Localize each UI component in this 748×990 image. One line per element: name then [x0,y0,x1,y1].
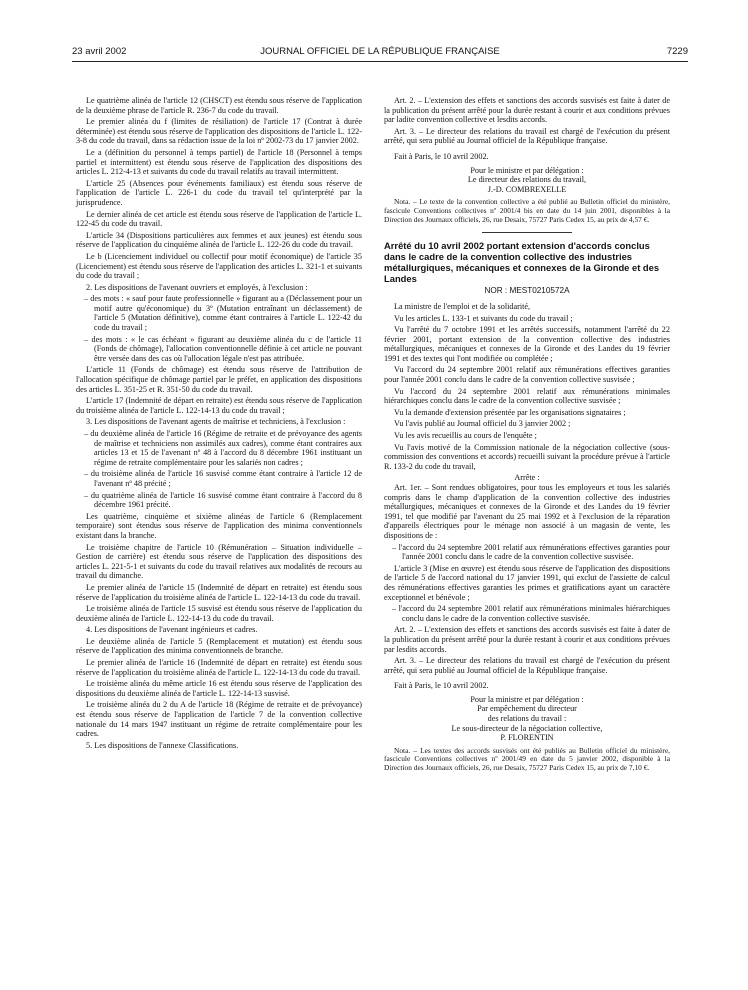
paragraph: Le troisième alinéa de l'article 15 susvisé est étendu sous réserve de l'application du deuxième alinéa de l'article L. 122-14-13 du code du travail. [76,604,362,623]
right-column [384,96,670,775]
header-rule [72,61,688,62]
paragraph: Les quatrième, cinquième et sixième alinéas de l'article 6 (Remplacement temporaire) sont étendus sous réserve de l'application des minima conventionnels existant dans la branche. [76,511,362,540]
paragraph: Vu l'avis motivé de la Commission nationale de la négociation collective (sous-commission des conventions et accords) recueilli suivant la procédure prévue à l'article R. 133-2 du code du travail, [384,442,670,471]
paragraph: L'article 11 (Fonds de chômage) est étendu sous réserve de l'attribution de l'allocation spécifique de chômage partiel par le préfet, en application des dispositions des articles L. 351-25 et R. 351-50 du code du travail. [76,365,362,394]
paragraph: Art. 3. – Le directeur des relations du travail est chargé de l'exécution du présent arrêté, qui sera publié au Journal officiel de la République française. [384,126,670,146]
paragraph: 5. Les dispositions de l'annexe Classifications. [86,740,239,750]
paragraph: Vu la demande d'extension présentée par les organisations signataires ; [394,407,626,417]
paragraph: L'article 17 (Indemnité de départ en retraite) est étendu sous réserve de l'application du troisième alinéa de l'article L. 122-14-13 du code du travail ; [76,396,362,415]
paragraph: Le troisième alinéa du 2 du A de l'article 18 (Régime de retraite et de prévoyance) est étendu sous réserve de l'application de l'article 7 de la convention collective nationale du 14 mars 1947 instituant un régime de retraite complémentaire pour les cadres. [76,700,362,739]
paragraph: La ministre de l'emploi et de la solidarité, [394,301,531,311]
paragraph: – l'accord du 24 septembre 2001 relatif aux rémunérations minimales hiérarchiques conclu dans le cadre de la convention collective susvisée. [392,604,670,623]
signature-block-1 [384,166,670,195]
paragraph: Le premier alinéa du f (limites de résiliation) de l'article 17 (Contrat à durée déterminée) est étendu sous réserve de l'application des dispositions de l'article L. 122-3-8 du code du travail, dans sa rédaction issue de la loi nº 2002-73 du 17 janvier 2002. [76,117,362,146]
paragraph: Le premier alinéa de l'article 16 (Indemnité de départ en retraite) est étendu sous réserve de l'application du troisième alinéa de l'article L. 122-14-13 du code du travail. [76,658,362,677]
header-date: 23 avril 2002 [72,46,127,57]
paragraph: Le troisième alinéa du même article 16 est étendu sous réserve de l'application des dispositions du deuxième alinéa de l'article L. 122-14-13 susvisé. [76,679,362,698]
paragraph: Vu l'accord du 24 septembre 2001 relatif aux rémunérations minimales hiérarchiques conclu dans le cadre de la convention collective susvisée ; [384,386,670,406]
paragraph: 3. Les dispositions de l'avenant agents de maîtrise et techniciens, à l'exclusion : [86,417,346,427]
paragraph: Le b (Licenciement individuel ou collectif pour motif économique) de l'article 35 (Licenciement) est étendu sous réserve de l'application des articles L. 321-1 et suivants du code du travail ; [76,251,362,281]
paragraph: Le a (définition du personnel à temps partiel) de l'article 18 (Personnel à temps partiel et intermittent) est étendu sous réserve de l'application des dispositions des articles L. 212-4-13 et suivants du code du travail relatifs au travail intermittent. [76,147,362,177]
decree-title: Arrêté du 10 avril 2002 portant extension d'accords conclus dans le cadre de la convention collective des industries métallurgiques, mécaniques et connexes de la Gironde et des Landes [384,240,660,284]
signature-line: Le directeur des relations du travail, [467,175,587,185]
decree-body [384,302,670,675]
paragraph: – des mots : « le cas échéant » figurant au deuxième alinéa du c de l'article 11 (Fonds de chômage), l'allocation conventionnelle définie à cet article ne pouvant être versée dans des cas où l'allocation légale n'est pas attribuée. [84,334,362,363]
paragraph: L'article 25 (Absences pour événements familiaux) est étendu sous réserve de l'application de l'article L. 226-1 du code du travail tel qu'interprété par la jurisprudence. [76,178,362,207]
paragraph: 2. Les dispositions de l'avenant ouvriers et employés, à l'exclusion : [86,282,308,292]
signature-line: des relations du travail : [487,714,567,724]
page-header [72,46,688,60]
paragraph: Le premier alinéa de l'article 15 (Indemnité de départ en retraite) est étendu sous réserve de l'application du troisième alinéa de l'article L. 122-14-13 du code du travail. [76,582,362,602]
paragraph: Vu l'accord du 24 septembre 2001 relatif aux rémunérations effectives garanties pour l'année 2001 conclu dans le cadre de la convention collective susvisée ; [384,365,670,385]
nor-reference: NOR : MEST0210572A [484,286,570,296]
paragraph: Le dernier alinéa de cet article est étendu sous réserve de l'application de l'article L. 122-45 du code du travail. [76,209,362,229]
paragraph: Le troisième chapitre de l'article 10 (Rémunération – Situation individuelle – Gestion de carrière) est étendu sous réserve de l'application des dispositions des articles L. 221-5-1 et suivants du code du travail relatives aux modalités de recours au travail du dimanche. [76,542,362,581]
nota-2: Nota. – Les textes des accords susvisés ont été publiés au Bulletin officiel du ministère, fascicule Conventions collectives nº 2001/49 en date du 5 janvier 2002, disponible à la Direction des Journaux officiels, 26, rue Desaix, 75727 Paris Cedex 15, au prix de 7,10 €. [384,745,670,773]
signature-line: P. FLORENTIN [500,733,554,743]
paragraph: L'article 34 (Dispositions particulières aux femmes et aux jeunes) est étendu sous réserve de l'application du cinquième alinéa de l'article L. 122-26 du code du travail. [76,230,362,250]
signature-line: Le sous-directeur de la négociation collective, [451,723,603,733]
separator [482,232,572,233]
journal-title: JOURNAL OFFICIEL DE LA RÉPUBLIQUE FRANÇAISE [260,46,500,57]
paragraph: Arrête : [514,473,540,483]
signature-line: Pour la ministre et par délégation : [470,694,584,704]
paragraph: Art. 3. – Le directeur des relations du travail est chargé de l'exécution du présent arrêté, qui sera publié au Journal officiel de la République française. [384,656,670,675]
paragraph: – des mots : « sauf pour faute professionnelle » figurant au a (Déclassement pour un motif autre qu'économique) du 3º (Mutation entraînant un déclassement) de l'article 5 (Mutation définitive), comme étant contraires à l'article L. 122-42 du code du travail ; [84,294,362,333]
paragraph: Le deuxième alinéa de l'article 5 (Remplacement et mutation) est étendu sous réserve de l'application des minima conventionnels de branche. [76,636,362,656]
paragraph: Le quatrième alinéa de l'article 12 (CHSCT) est étendu sous réserve de l'application de la deuxième phrase de l'article R. 236-7 du code du travail. [76,96,362,115]
paragraph: – l'accord du 24 septembre 2001 relatif aux rémunérations effectives garanties pour l'année 2001 conclu dans le cadre de la convention collective susvisée. [392,542,670,562]
paragraph: Art. 1er. – Sont rendues obligatoires, pour tous les employeurs et tous les salariés compris dans le champ d'application de la convention collective des industries métallurgiques, mécaniques et connexes de la Gironde et des Landes du 19 février 1991, tel que modifié par l'avenant du 25 mai 1992 et à l'exclusion de la réparation d'appareils électriques pour le ménage non associé à un magasin de vente, les dispositions de : [384,483,670,540]
paragraph: Vu les articles L. 133-1 et suivants du code du travail ; [394,313,573,323]
paragraph: – du quatrième alinéa de l'article 16 susvisé comme étant contraire à l'accord du 8 décembre 1961 précité. [84,490,362,510]
nota-1: Nota. – Le texte de la convention collective a été publié au Bulletin officiel du ministère, fascicule Conventions collectives nº 2001/4 bis en date du 14 juin 2001, disponibles à la Direction des Journaux officiels, 26, rue Desaix, 75727 Paris Cedex 15, au prix de 4,57 €. [384,197,670,224]
signature-line: Par empêchement du directeur [477,704,577,714]
paragraph: – du deuxième alinéa de l'article 16 (Régime de retraite et de prévoyance des agents de maîtrise et techniciens non assimilés aux cadres), comme étant contraires aux articles 13 et 15 de l'avenant nº 48 à l'accord du 8 décembre 1961 instituant un régime de retraite complémentaire pour les salariés non cadres ; [84,429,362,467]
signature-date-2: Fait à Paris, le 10 avril 2002. [394,681,489,691]
paragraph: Art. 2. – L'extension des effets et sanctions des accords susvisés est faite à dater de la publication du présent arrêté pour la durée restant à courir et aux conditions prévues par ladite convention collective et lesdits accords. [384,96,670,125]
paragraph: Vu l'avis publié au Journal officiel du 3 janvier 2002 ; [394,419,571,429]
paragraph: L'article 3 (Mise en œuvre) est étendu sous réserve de l'application des dispositions de l'article 5 de l'accord national du 17 janvier 1991, qui exclut de l'assiette de calcul des rémunérations effectives garanties les primes et gratifications ayant un caractère exceptionnel et bénévole ; [384,563,670,602]
paragraph: 4. Les dispositions de l'avenant ingénieurs et cadres. [86,625,258,635]
previous-decree-end [384,96,670,146]
paragraph: Vu l'arrêté du 7 octobre 1991 et les arrêtés successifs, notamment l'arrêté du 22 février 2001, portant extension de la convention collective des industries métallurgiques, mécaniques et connexes de la Gironde et des Landes du 19 février 1991 et des textes qui l'ont modifiée ou complétée ; [384,325,670,363]
signature-line: J.-D. COMBREXELLE [487,184,567,194]
signature-date-1: Fait à Paris, le 10 avril 2002. [394,151,489,161]
paragraph: Vu les avis recueillis au cours de l'enquête ; [394,431,537,441]
signature-line: Pour le ministre et par délégation : [470,165,584,175]
left-column [76,96,362,752]
page-number: 7229 [666,46,688,57]
paragraph: – du troisième alinéa de l'article 16 susvisé comme étant contraire à l'article 12 de l'avenant nº 48 précité ; [84,469,362,488]
signature-block-2 [384,695,670,743]
paragraph: Art. 2. – L'extension des effets et sanctions des accords susvisés est faite à dater de la publication du présent arrêté pour la durée restant à courir et aux conditions prévues par lesdits accords. [384,625,670,654]
